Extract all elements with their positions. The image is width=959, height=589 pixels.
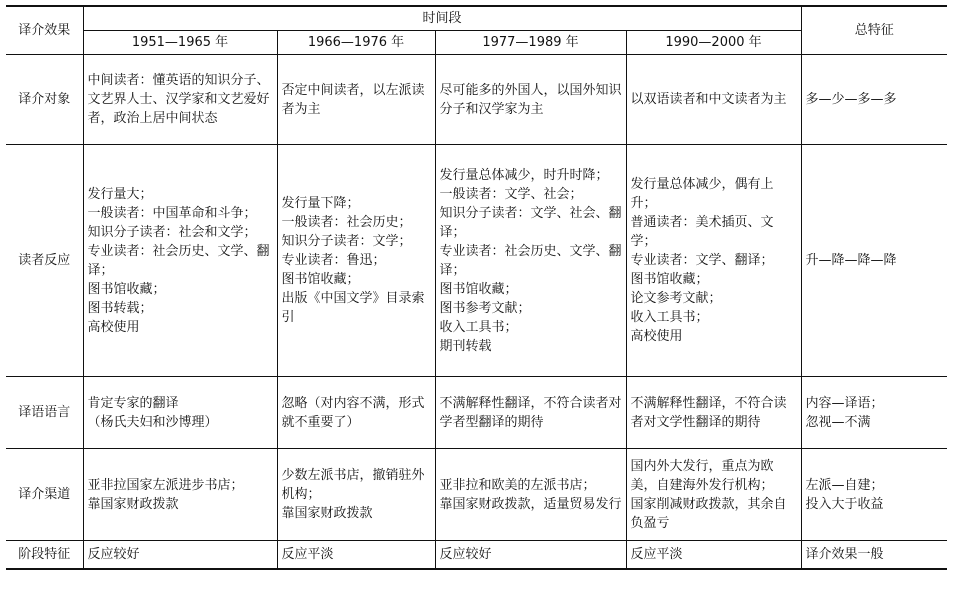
cell (435, 377, 626, 449)
cell-line: 肯定专家的翻译 (87, 395, 179, 411)
cell-line: 升—降—降—降 (805, 253, 897, 268)
cell-line: 知识分子读者：文学、社会、翻译； (439, 205, 622, 240)
cell-summary (801, 449, 947, 541)
table-row (6, 145, 947, 377)
cell-line: 亚非拉国家左派进步书店； (87, 477, 244, 493)
cell-line: 专业读者：社会历史、文学、翻译； (439, 243, 622, 278)
table-row (6, 377, 947, 449)
cell-line: 忽略（对内容不满，形式就不重要了） (281, 395, 425, 430)
period-1: 1951—1965 年 (83, 31, 277, 55)
header-period: 时间段 (83, 6, 801, 31)
cell-line: 收入工具书； (439, 319, 518, 335)
cell-line: 知识分子读者：文学； (281, 234, 412, 249)
cell (435, 55, 626, 145)
cell-line: 忽视—不满 (805, 414, 871, 430)
cell-line: 不满解释性翻译，不符合读者对学者型翻译的期待 (439, 395, 622, 430)
row-label: 译介渠道 (6, 449, 83, 541)
cell-line: 靠国家财政拨款 (87, 496, 179, 512)
cell-line: 普通读者：美术插页、文学； (630, 215, 774, 249)
row-label: 译语语言 (6, 377, 83, 449)
cell-line: 靠国家财政拨款 (281, 506, 373, 521)
cell-line: 一般读者：中国革命和斗争； (87, 205, 257, 221)
cell-line: 发行量总体减少，时升时降； (439, 167, 609, 183)
cell-line: 反应较好 (87, 546, 140, 562)
header-summary: 总特征 (801, 6, 947, 55)
cell-line: 反应平淡 (281, 546, 334, 562)
cell-line: 发行量大； (87, 186, 153, 202)
row-label: 译介对象 (6, 55, 83, 145)
cell-line: 投入大于收益 (805, 496, 884, 512)
table-row (6, 55, 947, 145)
cell-line: 一般读者：社会历史； (281, 215, 412, 230)
cell (435, 145, 626, 377)
row-label: 读者反应 (6, 145, 83, 377)
cell (277, 377, 435, 449)
cell-line: （杨氏夫妇和沙博理） (87, 414, 218, 430)
cell (626, 55, 801, 145)
cell-line: 图书转载； (87, 300, 153, 316)
cell-line: 图书参考文献； (439, 300, 531, 316)
cell-line: 专业读者：社会历史、文学、翻译； (87, 243, 270, 278)
cell-summary (801, 541, 947, 569)
cell (277, 55, 435, 145)
cell-summary (801, 145, 947, 377)
period-3: 1977—1989 年 (435, 31, 626, 55)
cell-line: 少数左派书店，撤销驻外机构； (281, 468, 425, 502)
cell (83, 377, 277, 449)
cell (83, 541, 277, 569)
cell-line: 左派—自建； (805, 477, 884, 493)
cell-line: 国家削减财政拨款，其余自负盈亏 (630, 496, 787, 531)
row-label: 阶段特征 (6, 541, 83, 569)
header-effect: 译介效果 (6, 6, 83, 55)
cell-line: 高校使用 (630, 329, 683, 344)
cell-line: 高校使用 (87, 319, 140, 335)
cell-summary (801, 377, 947, 449)
cell-line: 图书馆收藏； (87, 281, 166, 297)
cell-line: 以双语读者和中文读者为主 (630, 92, 787, 107)
cell-line: 尽可能多的外国人，以国外知识分子和汉学家为主 (439, 82, 622, 117)
cell (83, 55, 277, 145)
table-row (6, 541, 947, 569)
cell-line: 论文参考文献； (630, 291, 722, 306)
translation-effect-table (6, 5, 947, 570)
cell-line: 出版《中国文学》目录索引 (281, 291, 425, 325)
cell-line: 国内外大发行，重点为欧美，自建海外发行机构； (630, 458, 774, 493)
period-2: 1966—1976 年 (277, 31, 435, 55)
cell-line: 收入工具书； (630, 310, 709, 325)
cell-line: 不满解释性翻译，不符合读者对文学性翻译的期待 (630, 395, 787, 430)
cell-line: 多—少—多—多 (805, 92, 897, 107)
cell-line: 专业读者：鲁迅； (281, 253, 386, 268)
cell (277, 145, 435, 377)
cell-line: 靠国家财政拨款，适量贸易发行 (439, 496, 622, 512)
cell-line: 图书馆收藏； (439, 281, 518, 297)
cell-line: 发行量下降； (281, 196, 360, 211)
cell (277, 541, 435, 569)
cell (626, 145, 801, 377)
cell-line: 亚非拉和欧美的左派书店； (439, 477, 596, 493)
cell-line: 一般读者：文学、社会； (439, 186, 583, 202)
cell (435, 541, 626, 569)
cell (277, 449, 435, 541)
cell (626, 377, 801, 449)
cell-line: 反应平淡 (630, 546, 683, 562)
cell-line: 发行量总体减少，偶有上升； (630, 177, 774, 211)
cell (626, 541, 801, 569)
cell-line: 反应较好 (439, 546, 492, 562)
cell (435, 449, 626, 541)
cell-line: 译介效果一般 (805, 546, 884, 562)
cell-line: 否定中间读者，以左派读者为主 (281, 82, 425, 117)
cell-line: 内容—译语； (805, 395, 884, 411)
cell (83, 145, 277, 377)
cell-line: 图书馆收藏； (281, 272, 360, 287)
cell-line: 中间读者：懂英语的知识分子、文艺界人士、汉学家和文艺爱好者，政治上居中间状态 (87, 73, 270, 126)
period-4: 1990—2000 年 (626, 31, 801, 55)
cell-line: 知识分子读者：社会和文学； (87, 224, 257, 240)
cell-line: 期刊转载 (439, 338, 492, 354)
cell-line: 图书馆收藏； (630, 272, 709, 287)
cell-line: 专业读者：文学、翻译； (630, 253, 774, 268)
cell (626, 449, 801, 541)
cell-summary (801, 55, 947, 145)
table-row (6, 449, 947, 541)
cell (83, 449, 277, 541)
